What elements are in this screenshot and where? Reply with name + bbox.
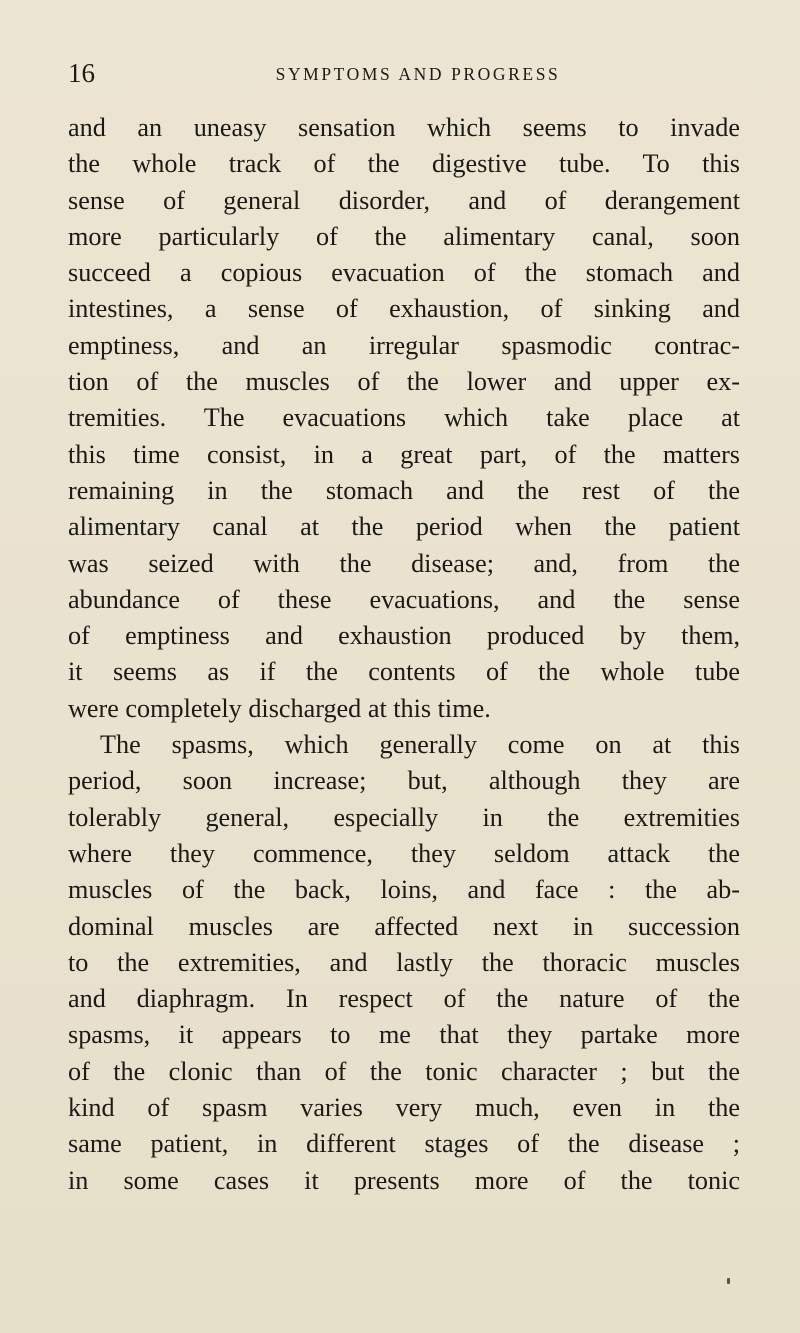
text-line: of the clonic than of the tonic character ; but the [68, 1056, 740, 1086]
text-line: same patient, in different stages of the disease ; [68, 1129, 740, 1159]
text-line: muscles of the back, loins, and face : the ab- [68, 875, 740, 905]
ink-speck [727, 1278, 730, 1284]
page-number: 16 [68, 58, 95, 88]
running-title: SYMPTOMS AND PROGRESS [275, 64, 561, 84]
text-line: period, soon increase; but, although they are [68, 766, 740, 796]
text-line: and diaphragm. In respect of the nature of the [68, 984, 740, 1014]
text-line: and an uneasy sensation which seems to invade [68, 113, 740, 142]
text-line: emptiness, and an irregular spasmodic contrac- [68, 330, 740, 360]
text-line: kind of spasm varies very much, even in the [68, 1093, 740, 1123]
text-line: abundance of these evacuations, and the sense [68, 584, 740, 614]
body-text [68, 110, 740, 1199]
text-line: succeed a copious evacuation of the stomach and [68, 258, 740, 288]
text-line: tremities. The evacuations which take place at [68, 403, 740, 433]
text-line: to the extremities, and lastly the thoracic muscles [68, 947, 740, 977]
page-header [68, 58, 740, 92]
text-line: remaining in the stomach and the rest of the [68, 475, 740, 505]
text-line: the whole track of the digestive tube. To this [68, 149, 740, 179]
text-line: spasms, it appears to me that they partake more [68, 1020, 740, 1050]
text-line: it seems as if the contents of the whole tube [68, 657, 740, 687]
text-line: tolerably general, especially in the extremities [68, 802, 740, 832]
text-line: of emptiness and exhaustion produced by them, [68, 621, 740, 651]
text-line: this time consist, in a great part, of the matters [68, 439, 740, 469]
paragraph-end-line: were completely discharged at this time. [68, 693, 491, 723]
text-line: where they commence, they seldom attack the [68, 838, 740, 868]
text-line: in some cases it presents more of the tonic [68, 1165, 740, 1195]
text-line: intestines, a sense of exhaustion, of sinking and [68, 294, 740, 324]
text-line: more particularly of the alimentary canal, soon [68, 221, 740, 251]
text-line: was seized with the disease; and, from the [68, 548, 740, 578]
text-line: sense of general disorder, and of derangement [68, 185, 740, 215]
paragraph-start-line: The spasms, which generally come on at this [100, 730, 740, 760]
text-line: tion of the muscles of the lower and upper ex- [68, 367, 740, 397]
text-line: alimentary canal at the period when the patient [68, 512, 740, 542]
text-line: dominal muscles are affected next in succession [68, 911, 740, 941]
